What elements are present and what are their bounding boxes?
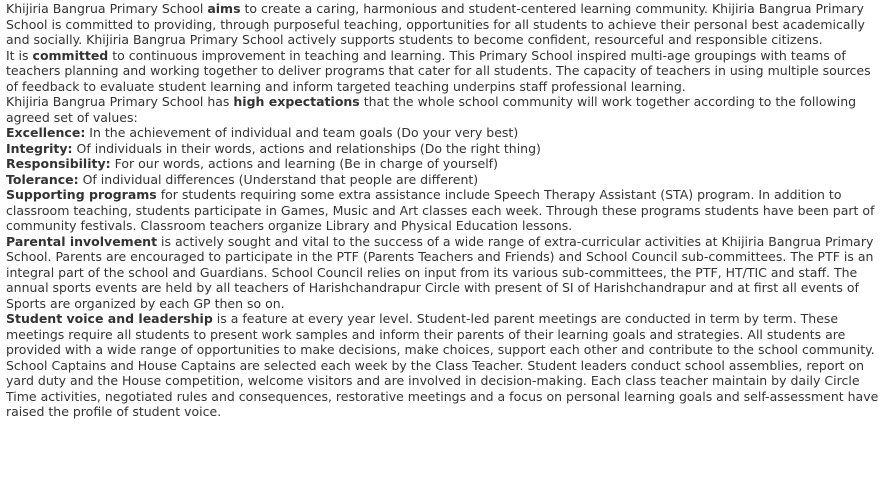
value-text: Of individuals in their words, actions and relationships (Do the right thing) (72, 140, 541, 156)
committed-text: to continuous improvement in teaching and learning. This Primary School inspired multi-age groupings with teams of teachers planning and working together to deliver programs that cater for all students. The capacity of teachers in using multiple sources of feedback to evaluate student learning and inform targeted teaching underpins staff professional learning. (6, 47, 871, 94)
value-label: Tolerance: (6, 171, 79, 187)
parental-keyword: Parental involvement (6, 233, 158, 249)
supporting-keyword: Supporting programs (6, 187, 157, 202)
supporting-programs-paragraph (6, 187, 881, 234)
expectations-text: that the whole school community will work together according to the following agreed set of values: (6, 94, 857, 125)
value-label: Responsibility: (6, 156, 111, 171)
value-integrity (6, 141, 881, 157)
parental-involvement-paragraph (6, 234, 881, 312)
expectations-paragraph (6, 94, 881, 125)
value-excellence (6, 125, 881, 141)
committed-pre: It is (6, 47, 33, 63)
value-text: Of individual differences (Understand that people are different) (78, 171, 479, 187)
aims-keyword: aims (207, 1, 241, 16)
value-label: Excellence: (6, 125, 86, 140)
committed-paragraph (6, 48, 881, 95)
parental-text: is actively sought and vital to the success of a wide range of extra-curricular activities at Khijiria Bangrua Primary School. Parents are encouraged to participate in the PTF (Parents Teachers and Friends) and School Council sub-committees. The PTF is an integral part of the school and Guardians. School Council relies on input from its various sub-committees, the PTF, HT/TIC and staff. The annual sports events are held by all teachers of Harishchandrapur Circle with present of SI of Harishchandrapur and at first all events of Sports are organized by each GP then so on. (6, 233, 874, 311)
value-text: For our words, actions and learning (Be in charge of yourself) (110, 156, 498, 171)
value-tolerance (6, 172, 881, 188)
aims-pre: Khijiria Bangrua Primary School (6, 1, 208, 16)
expectations-pre: Khijiria Bangrua Primary School has (6, 94, 234, 109)
aims-text: to create a caring, harmonious and student-centered learning community. Khijiria Bangrua Primary School is committed to providing, through purposeful teaching, opportunities for all students to achieve their personal best academically and socially. Khijiria Bangrua Primary School actively supports students to become confident, resourceful and responsible citizens. (6, 1, 865, 47)
committed-keyword: committed (32, 47, 109, 63)
student-voice-keyword: Student voice and leadership (6, 311, 213, 326)
expectations-keyword: high expectations (233, 94, 360, 109)
student-voice-paragraph (6, 311, 881, 420)
supporting-text: for students requiring some extra assistance include Speech Therapy Assistant (STA) program. In addition to classroom teaching, students participate in Games, Music and Art classes each week. Through these programs students have been part of community festivals. Classroom teachers organize Library and Physical Education lessons. (6, 187, 875, 233)
value-text: In the achievement of individual and team goals (Do your very best) (85, 125, 519, 140)
value-responsibility (6, 156, 881, 172)
value-label: Integrity: (6, 140, 73, 156)
aims-paragraph (6, 1, 881, 48)
student-voice-text: is a feature at every year level. Student-led parent meetings are conducted in term by term. These meetings require all students to present work samples and inform their parents of their learning goals and strategies. All students are provided with a wide range of opportunities to make decisions, make choices, support each other and contribute to the school community. School Captains and House Captains are selected each week by the Class Teacher. Student leaders conduct school assemblies, report on yard duty and the House competition, welcome visitors and are involved in decision-making. Each class teacher maintain by daily Circle Time activities, negotiated rules and consequences, restorative meetings and a focus on personal learning goals and self-assessment have raised the profile of student voice. (6, 311, 879, 419)
